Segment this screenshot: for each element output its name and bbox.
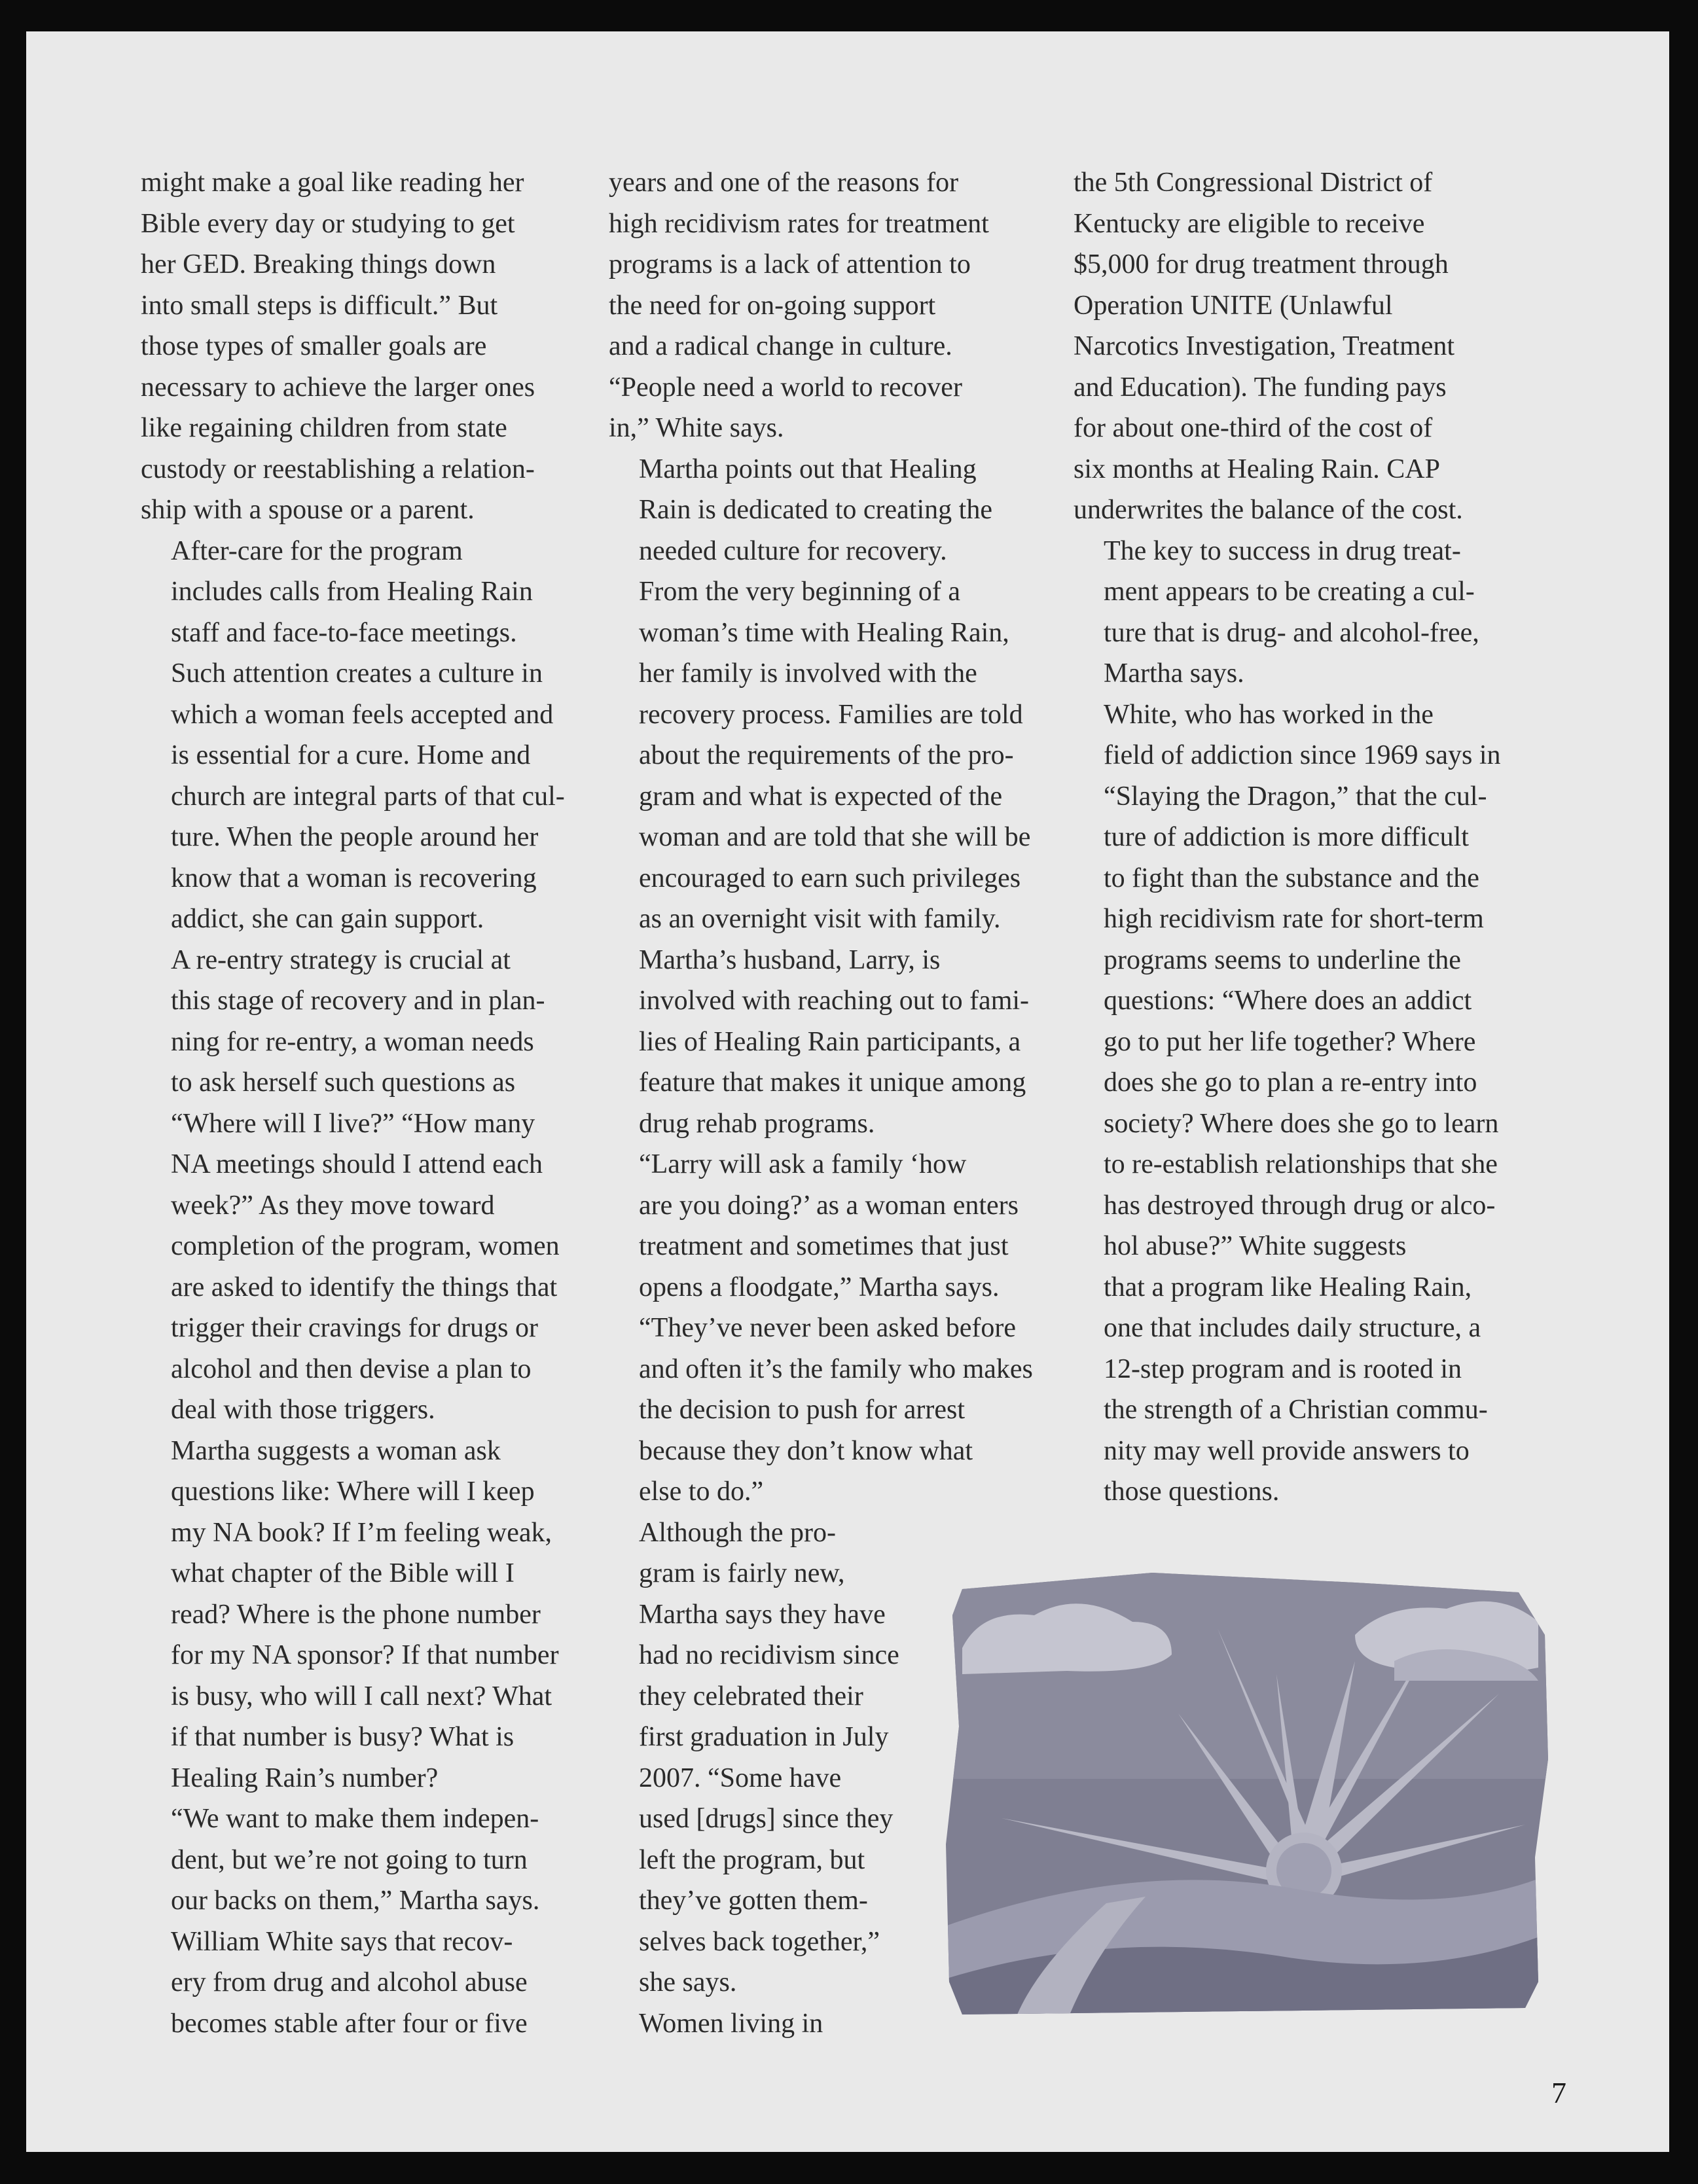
text-line: trigger their cravings for drugs or bbox=[171, 1313, 538, 1343]
text-line: White, who has worked in the bbox=[1104, 699, 1434, 730]
text-line: “We want to make them indepen- bbox=[171, 1804, 539, 1834]
paragraph bbox=[141, 1431, 612, 1799]
text-line: ture of addiction is more difficult bbox=[1104, 822, 1469, 852]
text-line: needed culture for recovery. bbox=[639, 535, 947, 566]
text-line: to re-establish relationships that she bbox=[1104, 1149, 1498, 1179]
text-line: woman’s time with Healing Rain, bbox=[639, 617, 1009, 648]
text-line: and a radical change in culture. bbox=[609, 331, 952, 361]
paragraph bbox=[141, 1799, 612, 1922]
text-line: hol abuse?” White suggests bbox=[1104, 1231, 1407, 1261]
paragraph bbox=[141, 940, 612, 1431]
text-line: treatment and sometimes that just bbox=[639, 1231, 1009, 1261]
text-line: this stage of recovery and in plan- bbox=[171, 986, 545, 1016]
text-line: ture that is drug- and alcohol-free, bbox=[1104, 617, 1479, 648]
text-line: ment appears to be creating a cul- bbox=[1104, 577, 1475, 607]
text-line: 12-step program and is rooted in bbox=[1104, 1353, 1462, 1384]
text-line: Bible every day or studying to get bbox=[141, 208, 515, 239]
text-line: if that number is busy? What is bbox=[171, 1722, 515, 1752]
text-line: six months at Healing Rain. CAP bbox=[1074, 454, 1440, 484]
text-line: ture. When the people around her bbox=[171, 822, 539, 852]
text-line: questions: “Where does an addict bbox=[1104, 986, 1472, 1016]
text-line: encouraged to earn such privileges bbox=[639, 863, 1021, 893]
text-line: Martha points out that Healing bbox=[639, 454, 977, 484]
text-line: Kentucky are eligible to receive bbox=[1074, 208, 1425, 239]
text-line: A re-entry strategy is crucial at bbox=[171, 944, 511, 975]
text-line: feature that makes it unique among bbox=[639, 1067, 1026, 1098]
text-line: to ask herself such questions as bbox=[171, 1067, 516, 1098]
text-line: necessary to achieve the larger ones bbox=[141, 372, 535, 403]
text-line: know that a woman is recovering bbox=[171, 863, 537, 893]
text-line: gram is fairly new, bbox=[639, 1558, 845, 1588]
text-line: opens a floodgate,” Martha says. bbox=[639, 1272, 1000, 1302]
text-line: first graduation in July bbox=[639, 1722, 889, 1752]
sunrise-over-hills-illustration bbox=[936, 1563, 1558, 2021]
text-line: Martha says. bbox=[1104, 658, 1244, 689]
text-line: After-care for the program bbox=[171, 535, 463, 566]
text-column-3 bbox=[1074, 162, 1545, 1513]
text-line: 2007. “Some have bbox=[639, 1763, 842, 1793]
text-line: our backs on them,” Martha says. bbox=[171, 1886, 540, 1916]
text-line: $5,000 for drug treatment through bbox=[1074, 249, 1449, 279]
text-line: does she go to plan a re-entry into bbox=[1104, 1067, 1477, 1098]
paragraph bbox=[141, 1922, 612, 2045]
text-line: society? Where does she go to learn bbox=[1104, 1108, 1499, 1139]
text-line: programs is a lack of attention to bbox=[609, 249, 971, 279]
text-line: used [drugs] since they bbox=[639, 1804, 894, 1834]
text-line: Martha suggests a woman ask bbox=[171, 1435, 501, 1466]
text-line: as an overnight visit with family. bbox=[639, 904, 1001, 934]
text-line: questions like: Where will I keep bbox=[171, 1477, 535, 1507]
text-line: her GED. Breaking things down bbox=[141, 249, 496, 279]
text-line: high recidivism rate for short-term bbox=[1104, 904, 1484, 934]
text-line: ship with a spouse or a parent. bbox=[141, 495, 475, 525]
text-line: deal with those triggers. bbox=[171, 1395, 435, 1425]
text-line: “Where will I live?” “How many bbox=[171, 1108, 535, 1139]
text-line: Although the pro- bbox=[639, 1517, 836, 1548]
text-line: one that includes daily structure, a bbox=[1104, 1313, 1481, 1343]
text-line: the need for on-going support bbox=[609, 290, 936, 321]
text-line: nity may well provide answers to bbox=[1104, 1435, 1470, 1466]
page-number: 7 bbox=[1551, 2076, 1566, 2109]
text-line: becomes stable after four or five bbox=[171, 2008, 528, 2039]
text-line: they celebrated their bbox=[639, 1681, 863, 1711]
text-line: the strength of a Christian commu- bbox=[1104, 1395, 1488, 1425]
text-line: Martha’s husband, Larry, is bbox=[639, 944, 941, 975]
text-line: in,” White says. bbox=[609, 413, 784, 443]
text-line: dent, but we’re not going to turn bbox=[171, 1844, 528, 1875]
text-line: she says. bbox=[639, 1967, 737, 1997]
text-line: that a program like Healing Rain, bbox=[1104, 1272, 1472, 1302]
text-line: recovery process. Families are told bbox=[639, 699, 1023, 730]
text-line: to fight than the substance and the bbox=[1104, 863, 1479, 893]
text-line: staff and face-to-face meetings. bbox=[171, 617, 517, 648]
text-line: woman and are told that she will be bbox=[639, 822, 1031, 852]
text-line: high recidivism rates for treatment bbox=[609, 208, 989, 239]
text-line: Women living in bbox=[639, 2008, 823, 2039]
text-line: because they don’t know what bbox=[639, 1435, 973, 1466]
text-line: includes calls from Healing Rain bbox=[171, 577, 533, 607]
text-line: drug rehab programs. bbox=[639, 1108, 875, 1139]
paragraph bbox=[1074, 162, 1545, 531]
paragraph bbox=[1074, 694, 1545, 1513]
text-line: From the very beginning of a bbox=[639, 577, 961, 607]
text-line: Operation UNITE (Unlawful bbox=[1074, 290, 1393, 321]
text-line: church are integral parts of that cul- bbox=[171, 781, 565, 812]
document-page bbox=[26, 31, 1669, 2152]
text-line: had no recidivism since bbox=[639, 1640, 899, 1670]
text-line: “Larry will ask a family ‘how bbox=[639, 1149, 967, 1179]
text-line: ery from drug and alcohol abuse bbox=[171, 1967, 528, 1997]
paragraph bbox=[609, 449, 1080, 572]
text-line: are asked to identify the things that bbox=[171, 1272, 558, 1302]
paragraph bbox=[609, 1144, 1080, 1513]
text-line: else to do.” bbox=[639, 1477, 764, 1507]
text-line: Martha says they have bbox=[639, 1599, 886, 1630]
text-line: Such attention creates a culture in bbox=[171, 658, 543, 689]
text-column-1 bbox=[141, 162, 612, 2044]
text-line: ning for re-entry, a woman needs bbox=[171, 1026, 534, 1057]
text-line: field of addiction since 1969 says in bbox=[1104, 740, 1501, 770]
text-line: lies of Healing Rain participants, a bbox=[639, 1026, 1021, 1057]
text-line: Healing Rain’s number? bbox=[171, 1763, 439, 1793]
text-line: my NA book? If I’m feeling weak, bbox=[171, 1517, 552, 1548]
text-line: about the requirements of the pro- bbox=[639, 740, 1014, 770]
text-line: are you doing?’ as a woman enters bbox=[639, 1190, 1019, 1221]
text-line: addict, she can gain support. bbox=[171, 904, 484, 934]
text-line: and often it’s the family who makes bbox=[639, 1353, 1033, 1384]
paragraph bbox=[609, 940, 1080, 1145]
paragraph bbox=[609, 571, 1080, 940]
text-line: left the program, but bbox=[639, 1844, 865, 1875]
text-line: is busy, who will I call next? What bbox=[171, 1681, 552, 1711]
text-line: “They’ve never been asked before bbox=[639, 1313, 1017, 1343]
text-line: alcohol and then devise a plan to bbox=[171, 1353, 532, 1384]
text-line: The key to success in drug treat- bbox=[1104, 535, 1461, 566]
text-line: which a woman feels accepted and bbox=[171, 699, 554, 730]
text-line: read? Where is the phone number bbox=[171, 1599, 541, 1630]
text-line: is essential for a cure. Home and bbox=[171, 740, 531, 770]
text-line: her family is involved with the bbox=[639, 658, 977, 689]
text-line: NA meetings should I attend each bbox=[171, 1149, 543, 1179]
text-line: years and one of the reasons for bbox=[609, 168, 959, 198]
text-line: for my NA sponsor? If that number bbox=[171, 1640, 559, 1670]
text-line: the decision to push for arrest bbox=[639, 1395, 966, 1425]
text-line: those questions. bbox=[1104, 1477, 1280, 1507]
text-line: gram and what is expected of the bbox=[639, 781, 1003, 812]
text-line: week?” As they move toward bbox=[171, 1190, 495, 1221]
paragraph bbox=[141, 531, 612, 940]
paragraph bbox=[141, 162, 612, 531]
text-line: custody or reestablishing a relation- bbox=[141, 454, 535, 484]
text-line: and Education). The funding pays bbox=[1074, 372, 1447, 403]
text-line: selves back together,” bbox=[639, 1926, 880, 1957]
text-line: William White says that recov- bbox=[171, 1926, 513, 1957]
text-line: go to put her life together? Where bbox=[1104, 1026, 1476, 1057]
text-line: Rain is dedicated to creating the bbox=[639, 495, 992, 525]
paragraph bbox=[609, 162, 1080, 449]
text-line: what chapter of the Bible will I bbox=[171, 1558, 515, 1588]
text-line: underwrites the balance of the cost. bbox=[1074, 495, 1463, 525]
text-line: for about one-third of the cost of bbox=[1074, 413, 1433, 443]
text-line: programs seems to underline the bbox=[1104, 944, 1461, 975]
text-line: has destroyed through drug or alco- bbox=[1104, 1190, 1496, 1221]
text-line: “Slaying the Dragon,” that the cul- bbox=[1104, 781, 1487, 812]
text-line: into small steps is difficult.” But bbox=[141, 290, 498, 321]
text-line: they’ve gotten them- bbox=[639, 1886, 868, 1916]
text-line: completion of the program, women bbox=[171, 1231, 560, 1261]
paragraph bbox=[1074, 531, 1545, 694]
text-line: those types of smaller goals are bbox=[141, 331, 487, 361]
text-line: like regaining children from state bbox=[141, 413, 507, 443]
text-line: “People need a world to recover bbox=[609, 372, 962, 403]
text-line: involved with reaching out to fami- bbox=[639, 986, 1030, 1016]
text-line: Narcotics Investigation, Treatment bbox=[1074, 331, 1455, 361]
text-line: might make a goal like reading her bbox=[141, 168, 524, 198]
text-line: the 5th Congressional District of bbox=[1074, 168, 1433, 198]
